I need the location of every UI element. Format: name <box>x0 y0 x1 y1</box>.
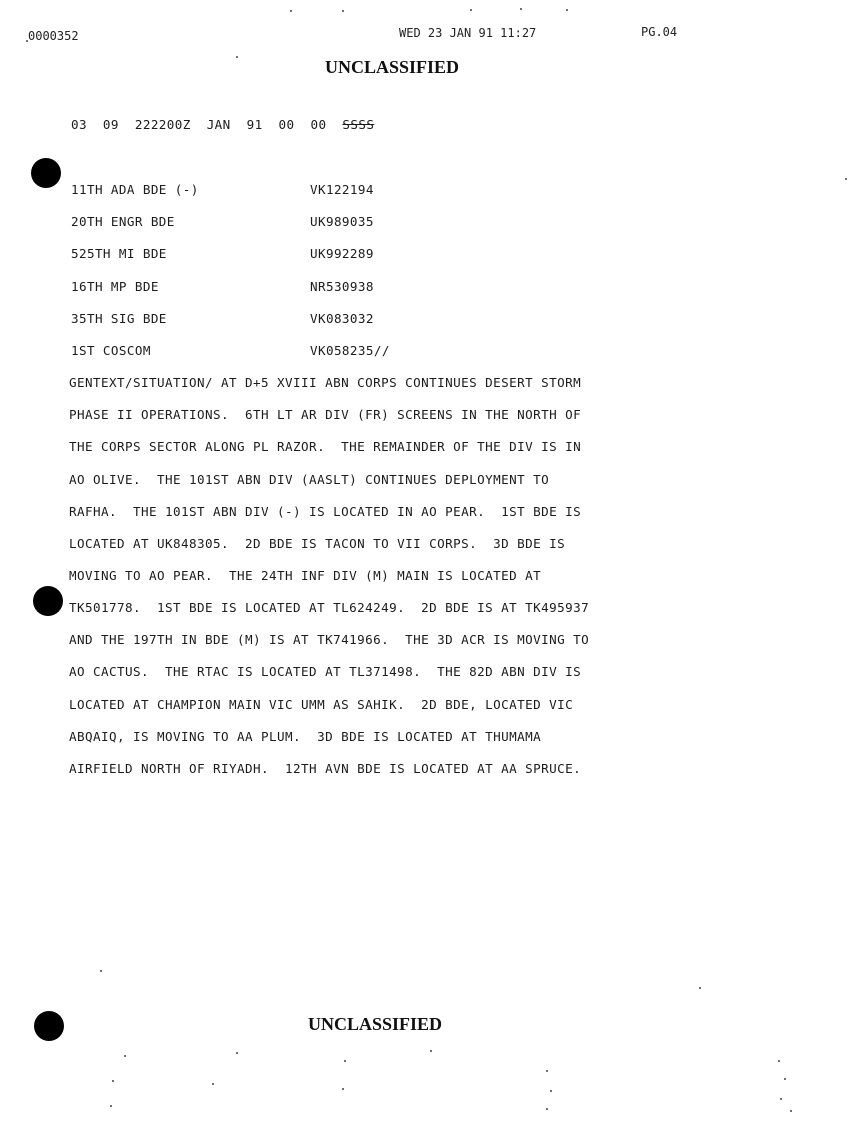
scan-speck <box>780 1098 782 1100</box>
scan-speck <box>430 1050 432 1052</box>
unit-name: 1ST COSCOM <box>71 343 151 358</box>
scan-speck <box>290 10 292 12</box>
unit-grid: VK058235// <box>310 343 390 358</box>
scan-speck <box>342 10 344 12</box>
scan-speck <box>124 1055 126 1057</box>
scan-speck <box>236 1052 238 1054</box>
scan-speck <box>546 1070 548 1072</box>
scan-speck <box>778 1060 780 1062</box>
scan-speck <box>100 970 102 972</box>
gentext-line: GENTEXT/SITUATION/ AT D+5 XVIII ABN CORPS CONTINUES DESERT STORM <box>69 375 582 390</box>
unit-name: 16TH MP BDE <box>71 279 159 294</box>
classification-bottom: UNCLASSIFIED <box>308 1014 443 1034</box>
punch-hole <box>31 158 61 188</box>
scan-speck <box>110 1105 112 1107</box>
gentext-line: AO OLIVE. THE 101ST ABN DIV (AASLT) CONTINUES DEPLOYMENT TO <box>69 472 550 487</box>
punch-hole <box>33 586 63 616</box>
gentext-line: LOCATED AT UK848305. 2D BDE IS TACON TO VII CORPS. 3D BDE IS <box>69 536 566 551</box>
gentext-line: ABQAIQ, IS MOVING TO AA PLUM. 3D BDE IS LOCATED AT THUMAMA <box>69 729 542 744</box>
gentext-line: RAFHA. THE 101ST ABN DIV (-) IS LOCATED IN AO PEAR. 1ST BDE IS <box>69 504 582 519</box>
scan-speck <box>470 9 472 11</box>
scan-speck <box>790 1110 792 1112</box>
gentext-line: AO CACTUS. THE RTAC IS LOCATED AT TL371498. THE 82D ABN DIV IS <box>69 664 582 679</box>
gentext-line: LOCATED AT CHAMPION MAIN VIC UMM AS SAHIK. 2D BDE, LOCATED VIC <box>69 697 574 712</box>
gentext-line: AIRFIELD NORTH OF RIYADH. 12TH AVN BDE IS LOCATED AT AA SPRUCE. <box>69 761 582 776</box>
unit-name: 525TH MI BDE <box>71 246 167 261</box>
gentext-line: THE CORPS SECTOR ALONG PL RAZOR. THE REMAINDER OF THE DIV IS IN <box>69 439 582 454</box>
unit-name: 11TH ADA BDE (-) <box>71 182 199 197</box>
document-number: 0000352 <box>28 29 79 43</box>
scan-speck <box>26 40 28 42</box>
scan-speck <box>342 1088 344 1090</box>
dtg-struck-text: SSSS <box>342 117 375 132</box>
dtg-prefix: 03 09 222200Z JAN 91 00 00 <box>71 117 327 132</box>
unit-grid: NR530938 <box>310 279 374 294</box>
scan-speck <box>566 9 568 11</box>
scan-speck <box>236 56 238 58</box>
punch-hole <box>34 1011 64 1041</box>
unit-grid: VK083032 <box>310 311 374 326</box>
scan-speck <box>845 178 847 180</box>
scan-speck <box>344 1060 346 1062</box>
gentext-line: TK501778. 1ST BDE IS LOCATED AT TL624249. 2D BDE IS AT TK495937 <box>69 600 590 615</box>
scan-speck <box>112 1080 114 1082</box>
scan-speck <box>699 987 701 989</box>
page-number: PG.04 <box>641 25 678 39</box>
unit-name: 35TH SIG BDE <box>71 311 167 326</box>
dtg-line <box>71 117 374 132</box>
gentext-line: AND THE 197TH IN BDE (M) IS AT TK741966. THE 3D ACR IS MOVING TO <box>69 632 590 647</box>
classification-top: UNCLASSIFIED <box>325 57 460 77</box>
gentext-line: MOVING TO AO PEAR. THE 24TH INF DIV (M) MAIN IS LOCATED AT <box>69 568 542 583</box>
scan-speck <box>550 1090 552 1092</box>
fax-timestamp: WED 23 JAN 91 11:27 <box>399 26 537 40</box>
unit-grid: UK989035 <box>310 214 374 229</box>
scan-speck <box>212 1083 214 1085</box>
unit-grid: UK992289 <box>310 246 374 261</box>
scan-speck <box>546 1108 548 1110</box>
scan-speck <box>784 1078 786 1080</box>
unit-name: 20TH ENGR BDE <box>71 214 175 229</box>
scan-speck <box>520 8 522 10</box>
unit-grid: VK122194 <box>310 182 374 197</box>
gentext-line: PHASE II OPERATIONS. 6TH LT AR DIV (FR) SCREENS IN THE NORTH OF <box>69 407 582 422</box>
